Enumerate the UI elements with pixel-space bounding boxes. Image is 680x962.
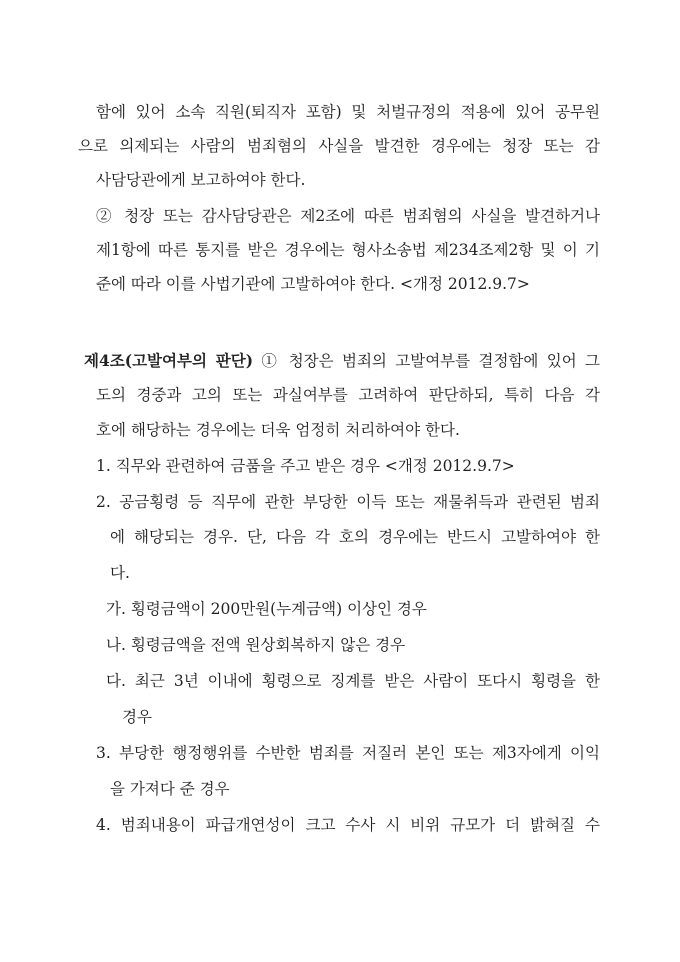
continuation-line-1: 함에 있어 소속 직원(퇴직자 포함) 및 처벌규정의 적용에 있어 공무원	[96, 103, 600, 121]
item-3-line-2: 을 가져다 준 경우	[110, 780, 230, 798]
paragraph-2-line-2: 제1항에 따른 통지를 받은 경우에는 형사소송법 제234조제2항 및 이 기	[96, 241, 600, 259]
article-4-heading: 제4조(고발여부의 판단)	[84, 351, 254, 370]
item-2-line-3: 다.	[110, 564, 130, 582]
item-2-line-1: 2. 공금횡령 등 직무에 관한 부당한 이득 또는 재물취득과 관련된 범죄	[96, 493, 600, 511]
paragraph-2-line-1: ② 청장 또는 감사담당관은 제2조에 따른 범죄혐의 사실을 발견하거나	[96, 207, 600, 225]
article-4-line-3: 호에 해당하는 경우에는 더욱 엄정히 처리하여야 한다.	[96, 421, 460, 439]
article-4-first-line-text: ① 청장은 범죄의 고발여부를 결정함에 있어 그	[253, 352, 600, 370]
item-1: 1. 직무와 관련하여 금품을 주고 받은 경우 <개정 2012.9.7>	[96, 457, 515, 475]
item-2-sub-na: 나. 횡령금액을 전액 원상회복하지 않은 경우	[106, 636, 406, 654]
continuation-line-3: 사담당관에게 보고하여야 한다.	[96, 171, 306, 189]
article-4-first-line	[84, 351, 600, 371]
paragraph-2-line-3: 준에 따라 이를 사법기관에 고발하여야 한다. <개정 2012.9.7>	[96, 275, 530, 293]
item-2-line-2: 에 해당되는 경우. 단, 다음 각 호의 경우에는 반드시 고발하여야 한	[110, 528, 600, 546]
article-4-line-2: 도의 경중과 고의 또는 과실여부를 고려하여 판단하되, 특히 다음 각	[96, 386, 600, 404]
item-2-sub-da-line-2: 경우	[122, 708, 152, 726]
continuation-line-2: 으로 의제되는 사람의 범죄혐의 사실을 발견한 경우에는 청장 또는 감	[78, 137, 600, 155]
item-4-line-1: 4. 범죄내용이 파급개연성이 크고 수사 시 비위 규모가 더 밝혀질 수	[96, 816, 600, 834]
item-2-sub-ga: 가. 횡령금액이 200만원(누계금액) 이상인 경우	[106, 600, 427, 618]
item-3-line-1: 3. 부당한 행정행위를 수반한 범죄를 저질러 본인 또는 제3자에게 이익	[96, 744, 600, 762]
item-2-sub-da-line-1: 다. 최근 3년 이내에 횡령으로 징계를 받은 사람이 또다시 횡령을 한	[106, 672, 600, 690]
